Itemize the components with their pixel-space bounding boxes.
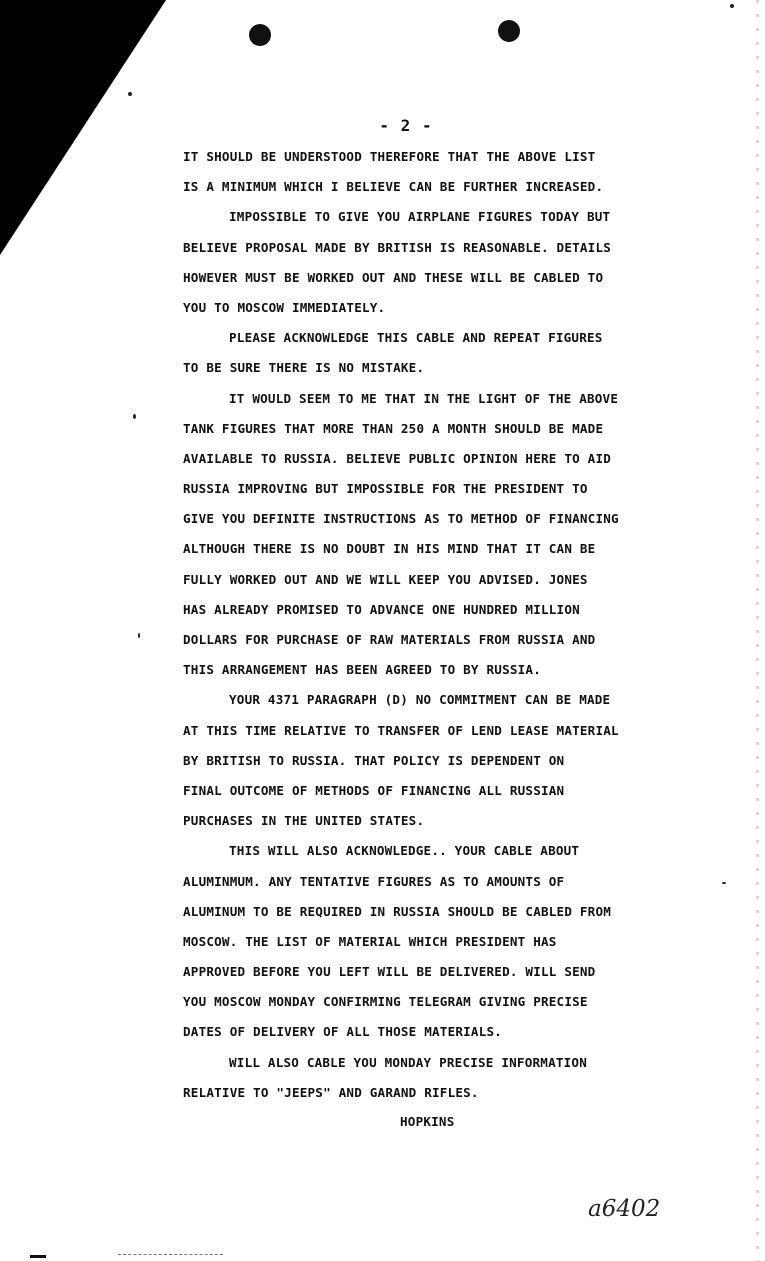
text-line: YOU MOSCOW MONDAY CONFIRMING TELEGRAM GIVING PRECISE <box>183 994 588 1010</box>
scan-bottom-dash <box>118 1254 223 1255</box>
handwritten-archive-number: a6402 <box>588 1196 661 1222</box>
scan-bottom-mark <box>30 1255 46 1258</box>
text-line: AVAILABLE TO RUSSIA. BELIEVE PUBLIC OPINION HERE TO AID <box>183 450 612 466</box>
text-line: BY BRITISH TO RUSSIA. THAT POLICY IS DEPENDENT ON <box>183 752 565 768</box>
text-line: DATES OF DELIVERY OF ALL THOSE MATERIALS. <box>183 1024 503 1040</box>
text-line: AT THIS TIME RELATIVE TO TRANSFER OF LEND LEASE MATERIAL <box>183 722 619 738</box>
scan-speck <box>138 633 140 638</box>
text-line: TANK FIGURES THAT MORE THAN 250 A MONTH SHOULD BE MADE <box>183 420 604 436</box>
text-line: HOWEVER MUST BE WORKED OUT AND THESE WILL BE CABLED TO <box>183 269 604 285</box>
text-line: ALTHOUGH THERE IS NO DOUBT IN HIS MIND THAT IT CAN BE <box>183 541 596 557</box>
text-line: ALUMINUM TO BE REQUIRED IN RUSSIA SHOULD BE CABLED FROM <box>183 903 612 919</box>
text-line: YOUR 4371 PARAGRAPH (D) NO COMMITMENT CAN BE MADE <box>229 692 611 708</box>
text-line: RELATIVE TO "JEEPS" AND GARAND RIFLES. <box>183 1084 479 1100</box>
text-line: RUSSIA IMPROVING BUT IMPOSSIBLE FOR THE PRESIDENT TO <box>183 481 588 497</box>
text-line: APPROVED BEFORE YOU LEFT WILL BE DELIVERED. WILL SEND <box>183 964 596 980</box>
text-line: ALUMINMUM. ANY TENTATIVE FIGURES AS TO AMOUNTS OF <box>183 873 565 889</box>
punch-hole-left <box>249 24 271 46</box>
text-line: TO BE SURE THERE IS NO MISTAKE. <box>183 360 425 376</box>
text-line: BELIEVE PROPOSAL MADE BY BRITISH IS REASONABLE. DETAILS <box>183 239 612 255</box>
text-line: PURCHASES IN THE UNITED STATES. <box>183 813 425 829</box>
scan-speck <box>128 92 132 96</box>
text-line: IT SHOULD BE UNDERSTOOD THEREFORE THAT THE ABOVE LIST <box>183 149 596 164</box>
text-line: IT WOULD SEEM TO ME THAT IN THE LIGHT OF THE ABOVE <box>229 390 619 406</box>
text-line: THIS ARRANGEMENT HAS BEEN AGREED TO BY RUSSIA. <box>183 662 541 678</box>
text-line: THIS WILL ALSO ACKNOWLEDGE.. YOUR CABLE ABOUT <box>229 843 580 859</box>
scan-speck <box>133 414 136 419</box>
punch-hole-right <box>498 20 520 42</box>
text-line: GIVE YOU DEFINITE INSTRUCTIONS AS TO METHOD OF FINANCING <box>183 511 619 527</box>
page-number: - 2 - <box>379 116 433 135</box>
text-line: YOU TO MOSCOW IMMEDIATELY. <box>183 299 386 315</box>
signature-name: HOPKINS <box>400 1114 455 1129</box>
text-line: DOLLARS FOR PURCHASE OF RAW MATERIALS FROM RUSSIA AND <box>183 632 596 647</box>
text-line: WILL ALSO CABLE YOU MONDAY PRECISE INFORMATION <box>229 1054 587 1070</box>
text-line: FINAL OUTCOME OF METHODS OF FINANCING ALL RUSSIAN <box>183 782 565 798</box>
text-line: IMPOSSIBLE TO GIVE YOU AIRPLANE FIGURES TODAY BUT <box>229 209 611 225</box>
text-line: FULLY WORKED OUT AND WE WILL KEEP YOU ADVISED. JONES <box>183 571 588 587</box>
cable-body-text <box>183 142 723 1108</box>
text-line: IS A MINIMUM WHICH I BELIEVE CAN BE FURTHER INCREASED. <box>183 179 604 195</box>
text-line: HAS ALREADY PROMISED TO ADVANCE ONE HUNDRED MILLION <box>183 601 580 617</box>
text-line: PLEASE ACKNOWLEDGE THIS CABLE AND REPEAT FIGURES <box>229 330 603 346</box>
scan-edge-marks <box>756 0 759 1261</box>
scan-speck <box>730 4 734 8</box>
text-line: MOSCOW. THE LIST OF MATERIAL WHICH PRESIDENT HAS <box>183 933 557 949</box>
